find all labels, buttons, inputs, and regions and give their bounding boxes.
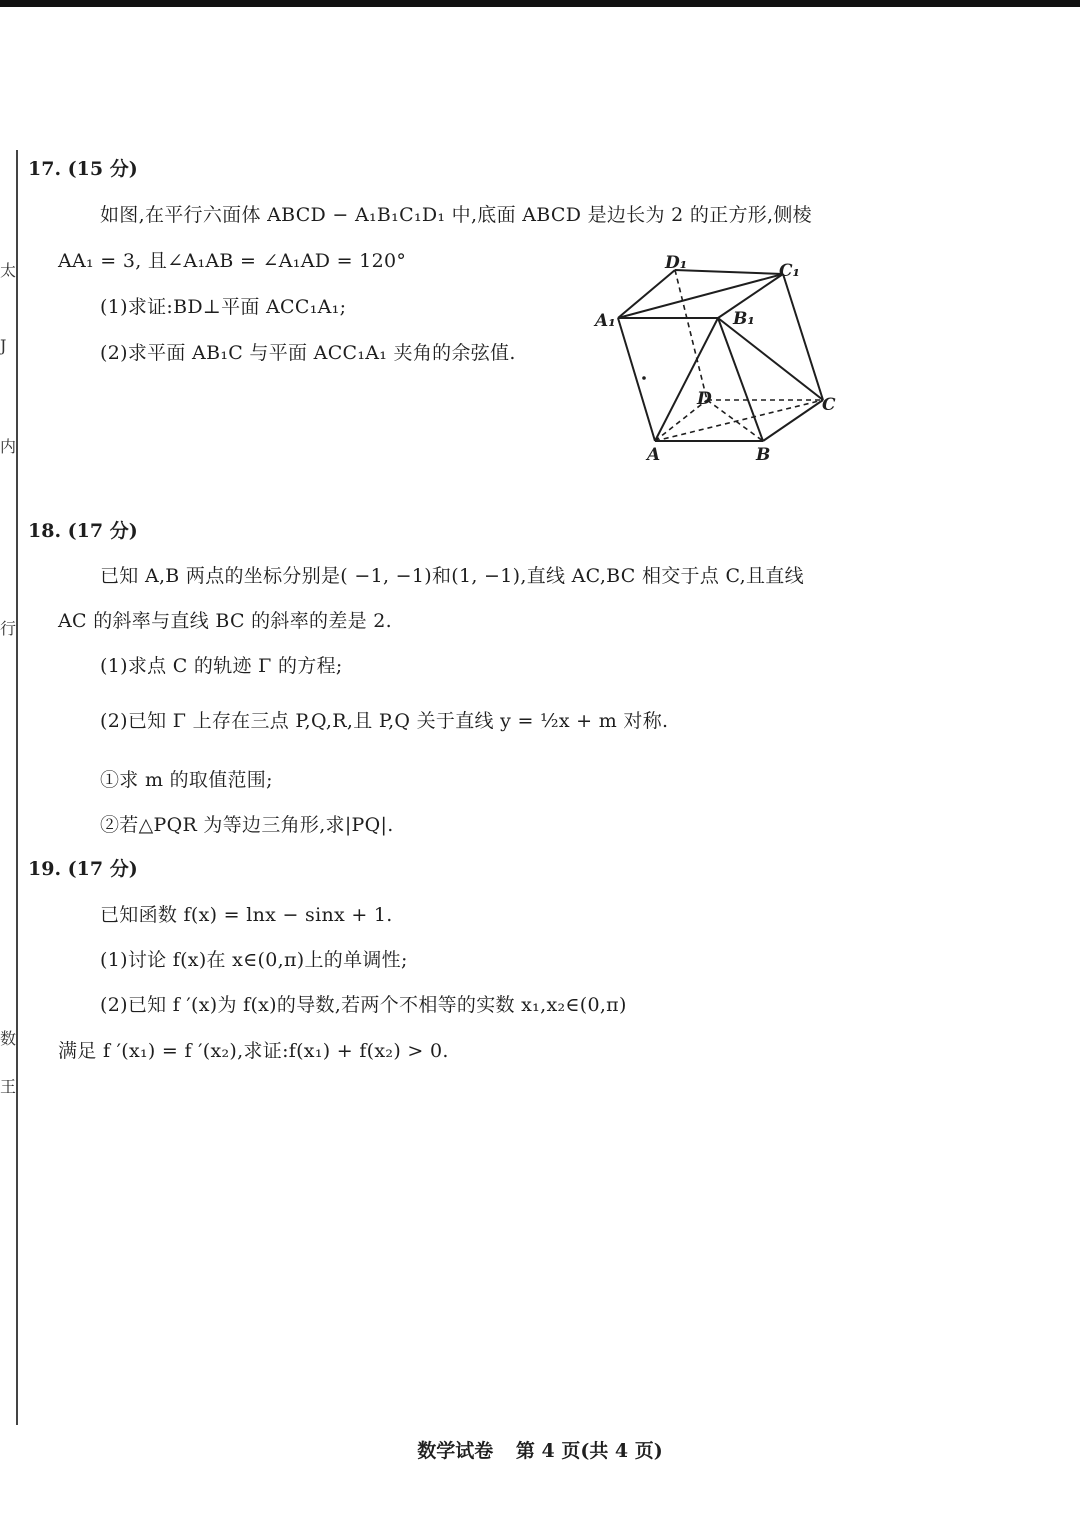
edge-b-c <box>763 400 823 441</box>
footer-subject: 数学试卷 <box>417 1440 494 1462</box>
label-b1: B₁ <box>733 309 755 329</box>
page-footer <box>0 1436 1080 1463</box>
q18-number: 18. (17 分) <box>28 520 138 542</box>
q17-condition: AA₁ = 3, 且∠A₁AB = ∠A₁AD = 120° <box>58 250 407 272</box>
q17-part1: (1)求证:BD⊥平面 ACC₁A₁; <box>100 296 347 318</box>
q17-intro: 如图,在平行六面体 ABCD − A₁B₁C₁D₁ 中,底面 ABCD 是边长为 2 的正方形,侧棱 <box>100 204 812 226</box>
top-border <box>0 0 1080 7</box>
parallelepiped-svg <box>585 248 845 468</box>
q18-part2: (2)已知 Γ 上存在三点 P,Q,R,且 P,Q 关于直线 y = ½x + m 对称. <box>100 710 669 732</box>
edge-char: 行 <box>0 619 17 638</box>
q17-part2: (2)求平面 AB₁C 与平面 ACC₁A₁ 夹角的余弦值. <box>100 342 516 364</box>
q18-sub1: ①求 m 的取值范围; <box>100 769 273 791</box>
footer-page: 第 4 页(共 4 页) <box>515 1440 663 1462</box>
label-d: D <box>697 389 712 409</box>
parallelepiped-figure <box>585 248 845 468</box>
edge-d1-c1 <box>675 270 783 274</box>
q19-number: 19. (17 分) <box>28 858 138 880</box>
figure-dot <box>642 376 646 380</box>
q19-part2: (2)已知 f ′(x)为 f(x)的导数,若两个不相等的实数 x₁,x₂∈(0,π) <box>100 994 627 1016</box>
edge-a1-a <box>618 318 655 441</box>
q18-sub2: ②若△PQR 为等边三角形,求|PQ|. <box>100 814 394 836</box>
hidden-d1-d <box>675 270 707 400</box>
q18-intro2: AC 的斜率与直线 BC 的斜率的差是 2. <box>58 610 392 632</box>
label-d1: D₁ <box>665 253 688 273</box>
label-a: A <box>647 445 661 465</box>
q18-intro: 已知 A,B 两点的坐标分别是( −1, −1)和(1, −1),直线 AC,BC 相交于点 C,且直线 <box>100 565 804 587</box>
seg-a-b1 <box>655 318 718 441</box>
hidden-a-c <box>655 400 823 441</box>
q19-part1: (1)讨论 f(x)在 x∈(0,π)上的单调性; <box>100 949 408 971</box>
edge-c1-c <box>783 274 823 400</box>
edge-char: 王 <box>0 1077 17 1096</box>
q17-number: 17. (15 分) <box>28 158 138 180</box>
label-a1: A₁ <box>595 311 616 331</box>
edge-char: 太 <box>0 261 17 280</box>
label-c: C <box>822 395 836 415</box>
q19-part2b: 满足 f ′(x₁) = f ′(x₂),求证:f(x₁) + f(x₂) > 0. <box>58 1040 449 1062</box>
edge-char: 数 <box>0 1029 17 1048</box>
label-c1: C₁ <box>779 261 800 281</box>
label-b: B <box>756 445 771 465</box>
q18-part1: (1)求点 C 的轨迹 Γ 的方程; <box>100 655 343 677</box>
edge-char: 内 <box>0 437 17 456</box>
edge-char: J <box>0 336 7 355</box>
q19-intro: 已知函数 f(x) = lnx − sinx + 1. <box>100 904 393 926</box>
binding-margin-line <box>16 150 18 1425</box>
